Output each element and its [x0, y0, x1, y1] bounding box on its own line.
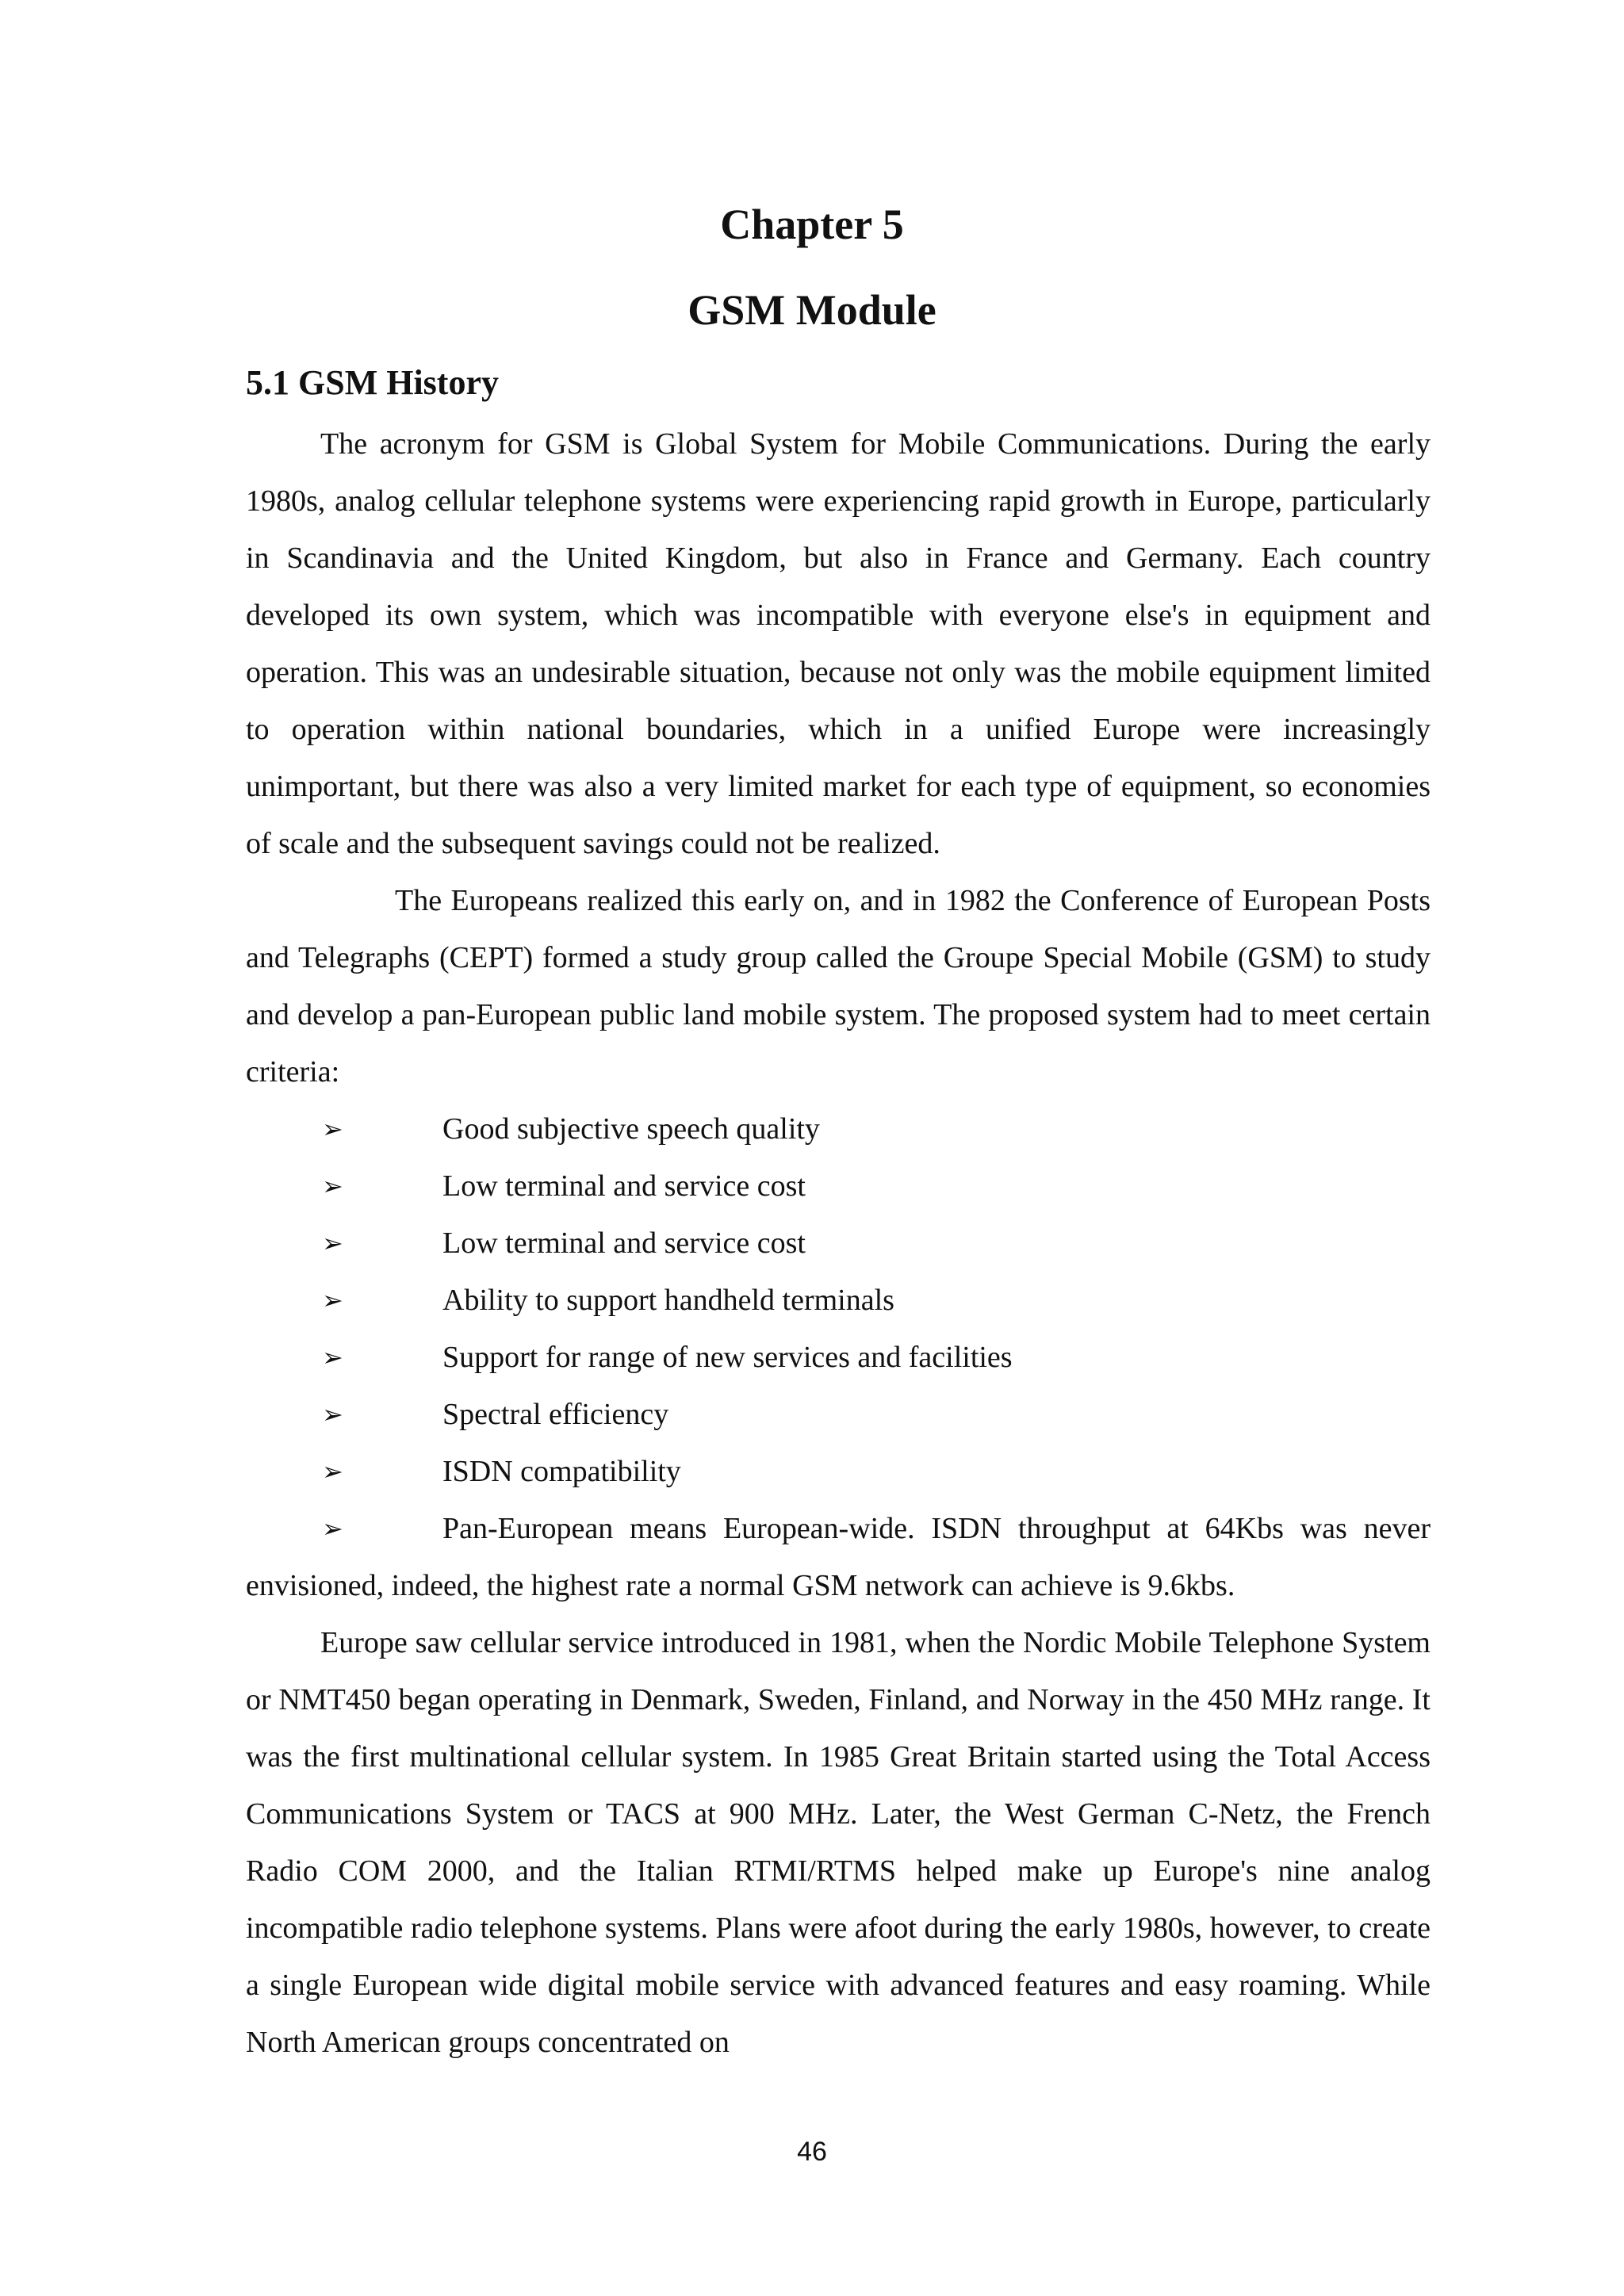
arrow-bullet-icon: ➢ — [322, 1171, 343, 1201]
list-item-text: Support for range of new services and facilities — [442, 1341, 1013, 1374]
section-heading: 5.1 GSM History — [246, 363, 499, 402]
paragraph-2: The Europeans realized this early on, and in 1982 the Conference of European Posts and Telegraphs (CEPT) formed a study group called the Groupe Special Mobile (GSM) to study and develop a pan-European public land mobile system. The proposed system had to meet certain criteria: — [246, 884, 1431, 1089]
arrow-bullet-icon: ➢ — [322, 1285, 343, 1315]
module-title: GSM Module — [688, 286, 936, 334]
arrow-bullet-icon: ➢ — [322, 1399, 343, 1429]
paragraph-3: Europe saw cellular service introduced in 1981, when the Nordic Mobile Telephone System or NMT450 began operating in Denmark, Sweden, Finland, and Norway in the 450 MHz range. It was the first multinational cellular system. In 1985 Great Britain started using the Total Access Communications System or TACS at 900 MHz. Later, the West German C-Netz, the French Radio COM 2000, and the Italian RTMI/RTMS helped make up Europe's nine analog incompatible radio telephone systems. Plans were afoot during the early 1980s, however, to create a single European wide digital mobile service with advanced features and easy roaming. While North American groups concentrated on — [246, 1626, 1431, 2059]
list-item — [246, 1100, 1431, 1158]
arrow-bullet-icon: ➢ — [322, 1342, 343, 1372]
arrow-bullet-icon: ➢ — [322, 1456, 343, 1487]
list-item-text: Pan-European means European-wide. ISDN throughput at 64Kbs was never envisioned, indeed, the highest rate a normal GSM network can achieve is 9.6kbs. — [246, 1512, 1431, 1602]
list-item-text: ISDN compatibility — [442, 1455, 681, 1488]
list-item — [246, 1272, 1431, 1329]
criteria-list — [246, 1100, 1431, 1614]
list-item — [246, 1443, 1431, 1500]
body-text — [246, 415, 1431, 2071]
list-item-text: Ability to support handheld terminals — [442, 1284, 894, 1317]
arrow-bullet-icon: ➢ — [322, 1114, 343, 1144]
arrow-bullet-icon: ➢ — [322, 1228, 343, 1258]
list-item-text: Good subjective speech quality — [442, 1112, 820, 1146]
arrow-bullet-icon: ➢ — [322, 1513, 343, 1544]
page-number: 46 — [797, 2137, 827, 2167]
list-item — [246, 1158, 1431, 1215]
list-item — [246, 1215, 1431, 1272]
list-item — [246, 1386, 1431, 1443]
list-item — [246, 1500, 1431, 1614]
paragraph-1: The acronym for GSM is Global System for Mobile Communications. During the early 1980s, analog cellular telephone systems were experiencing rapid growth in Europe, particularly in Scandinavia and the United Kingdom, but also in France and Germany. Each country developed its own system, which was incompatible with everyone else's in equipment and operation. This was an undesirable situation, because not only was the mobile equipment limited to operation within national boundaries, which in a unified Europe were increasingly unimportant, but there was also a very limited market for each type of equipment, so economies of scale and the subsequent savings could not be realized. — [246, 427, 1431, 860]
list-item-text: Low terminal and service cost — [442, 1169, 806, 1203]
chapter-title: Chapter 5 — [720, 201, 904, 248]
list-item-text: Spectral efficiency — [442, 1398, 669, 1431]
list-item-text: Low terminal and service cost — [442, 1226, 806, 1260]
list-item — [246, 1329, 1431, 1386]
